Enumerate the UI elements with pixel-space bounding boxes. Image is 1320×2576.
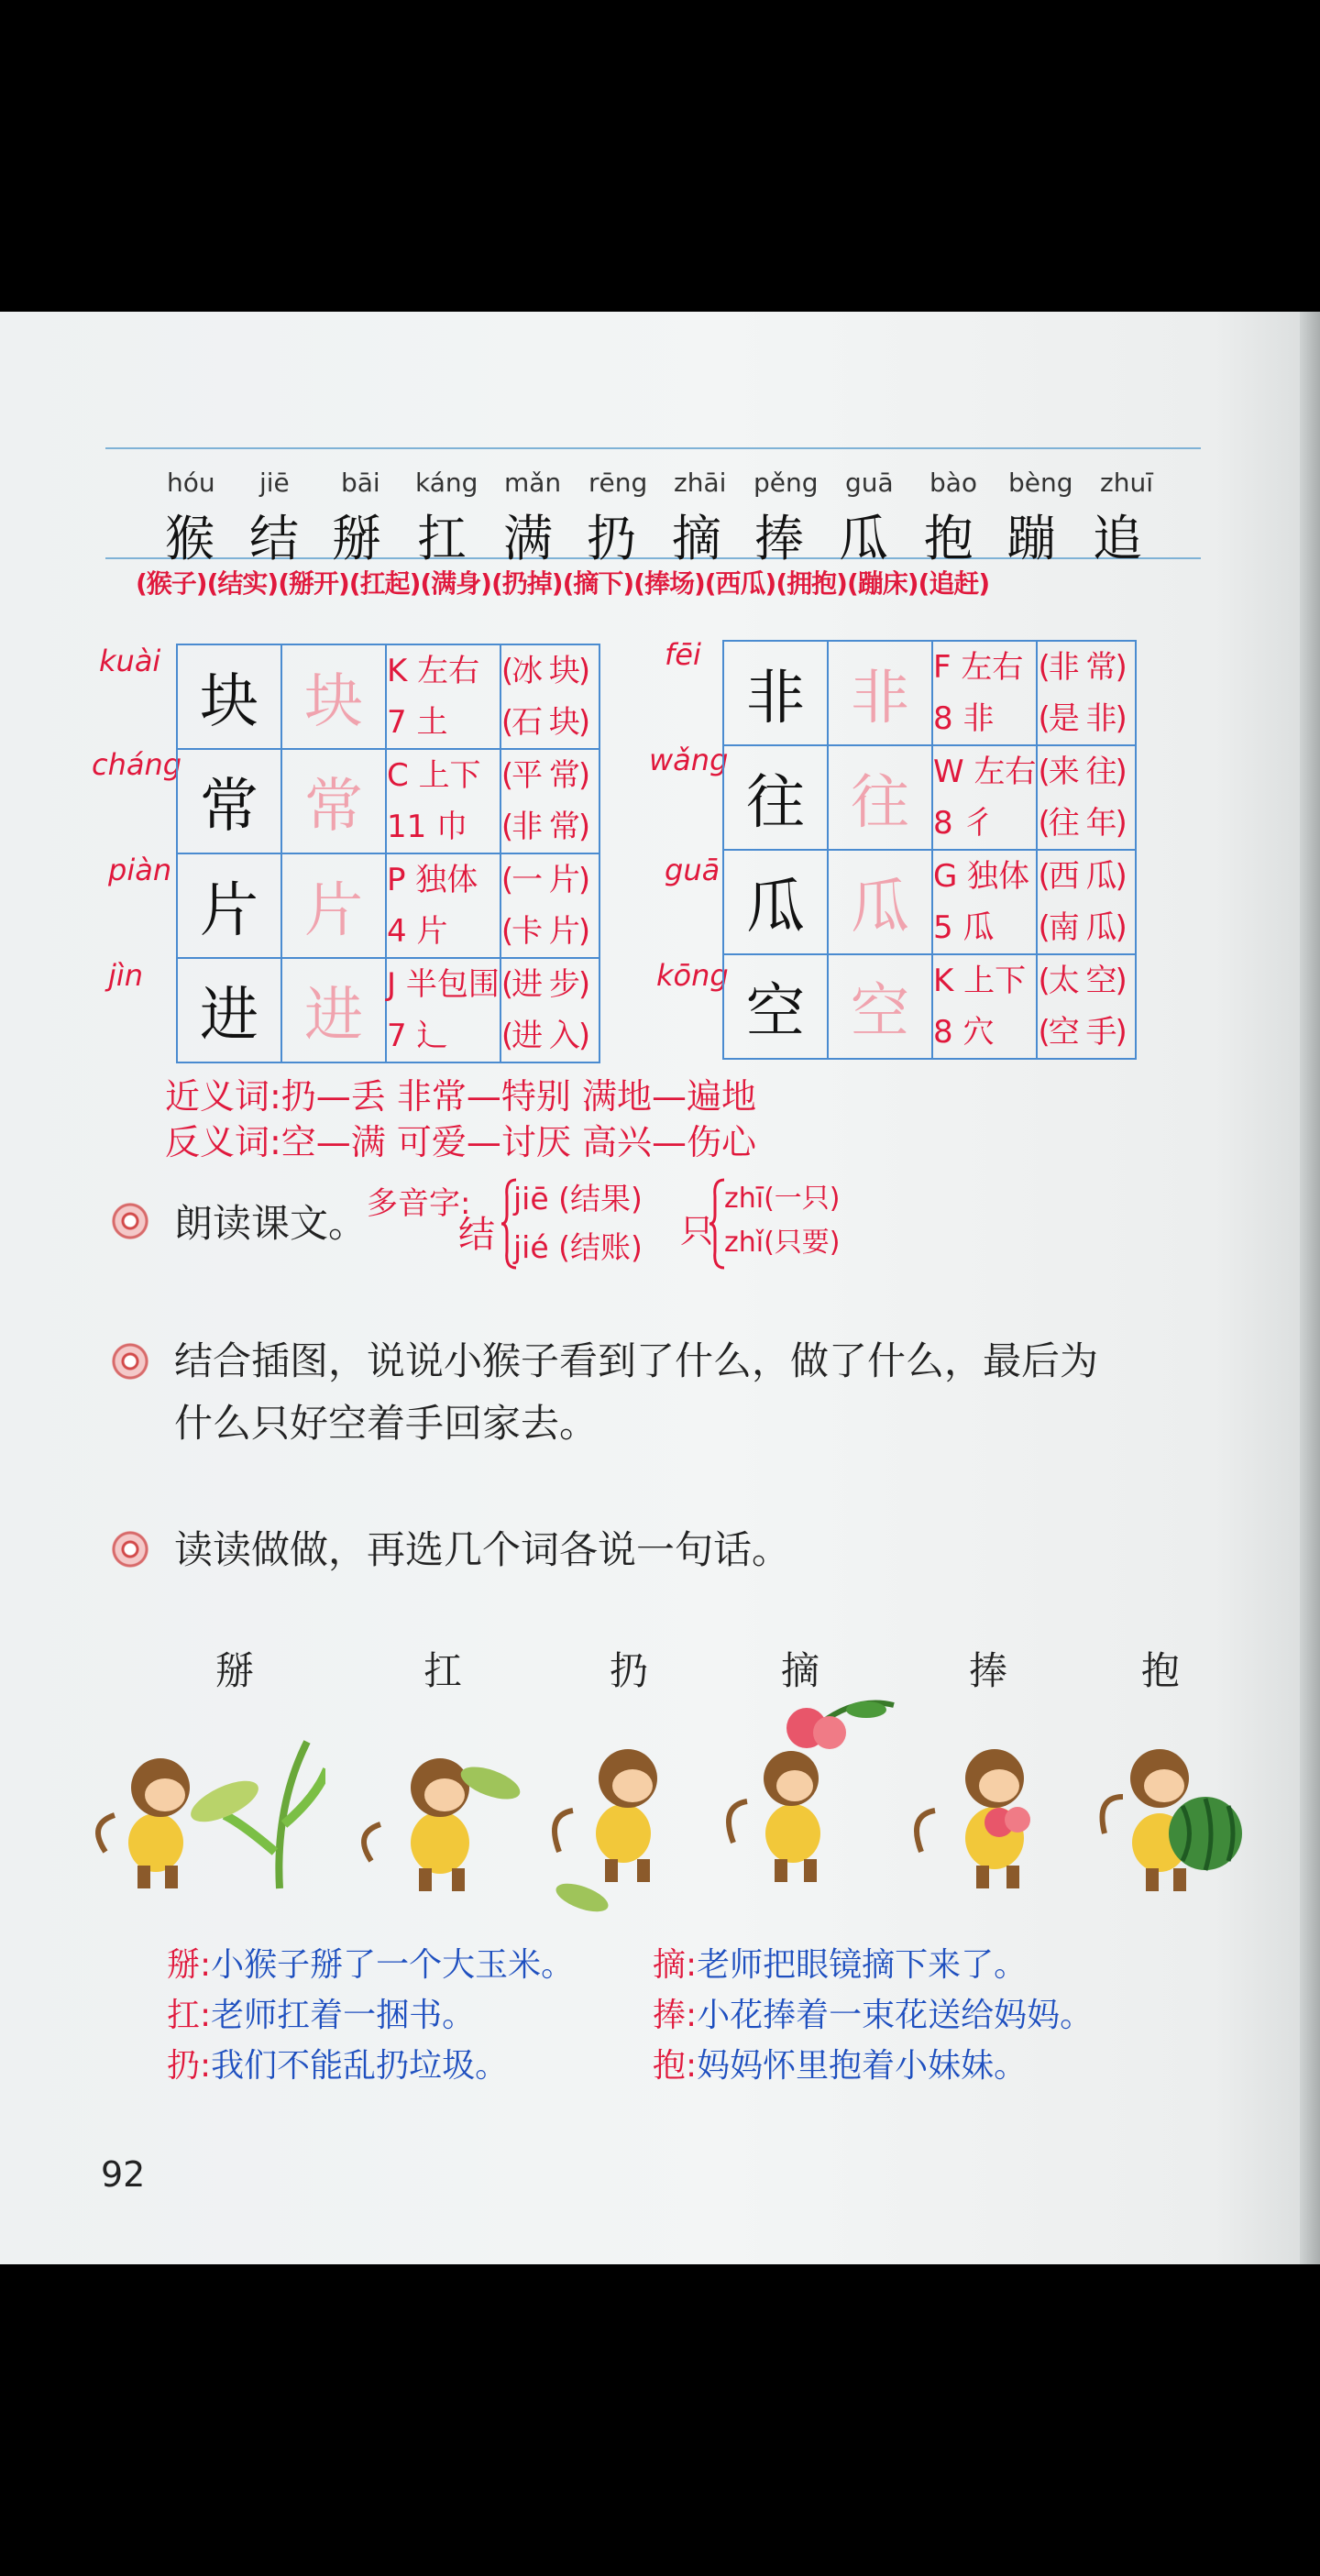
grid-char: 常 <box>177 749 281 853</box>
grid-info: W 左右 8 彳 <box>932 745 1037 850</box>
sentence-line: 掰:小猴子掰了一个大玉米。 <box>167 1946 575 1984</box>
grid-info: C 上下 11 巾 <box>386 749 500 853</box>
left-character-grid <box>176 644 600 1063</box>
grid-char: 瓜 <box>723 850 828 954</box>
antonyms-note: 反义词:空—满 可爱—讨厌 高兴—伤心 <box>165 1122 756 1162</box>
sentence-line: 扔:我们不能乱扔垃圾。 <box>167 2047 509 2085</box>
polyphone-char: 只 <box>680 1213 714 1250</box>
monkey-picking-peach-illustration <box>720 1687 903 1898</box>
grid-trace-char: 非 <box>828 641 932 745</box>
vocab-pinyin: zhāi <box>674 468 727 498</box>
grid-char: 块 <box>177 644 281 749</box>
vocab-char: 捧 <box>754 510 804 567</box>
textbook-page <box>0 312 1320 2264</box>
polyphone-reading: zhī(一只) <box>724 1183 841 1215</box>
page-number: 92 <box>101 2154 146 2195</box>
grid-words: (平 常) (非 常) <box>500 749 600 853</box>
vocab-char: 猴 <box>165 510 214 567</box>
vocab-pinyin: káng <box>415 468 478 498</box>
left-pinyin: kuài <box>99 644 161 678</box>
grid-trace-char: 常 <box>281 749 386 853</box>
vocab-char: 蹦 <box>1006 510 1056 567</box>
grid-char: 进 <box>177 958 281 1062</box>
exercise-2-line2: 什么只好空着手回家去。 <box>174 1401 599 1446</box>
exercise-3: 读读做做，再选几个词各说一句话。 <box>174 1527 791 1572</box>
vocab-char: 瓜 <box>839 510 888 567</box>
sentence-line: 捧:小花捧着一束花送给妈妈。 <box>653 1997 1094 2034</box>
grid-words: (一 片) (卡 片) <box>500 853 600 958</box>
grid-words: (进 步) (进 入) <box>500 958 600 1062</box>
verb-label: 掰 <box>215 1648 255 1693</box>
bullet-icon <box>112 1531 148 1568</box>
grid-char: 空 <box>723 954 828 1059</box>
verb-label: 扛 <box>424 1648 463 1693</box>
verb-label: 抱 <box>1141 1648 1181 1693</box>
vocab-pinyin: zhuī <box>1100 468 1153 498</box>
vocab-pinyin: hóu <box>167 468 215 498</box>
bullet-icon <box>112 1203 148 1239</box>
grid-trace-char: 片 <box>281 853 386 958</box>
monkey-carrying-corn-illustration <box>353 1714 555 1898</box>
polyphone-label: 多音字: <box>367 1185 471 1222</box>
vocab-char: 扛 <box>417 510 467 567</box>
right-pinyin: fēi <box>665 637 701 672</box>
vocab-pinyin: pěng <box>754 468 819 498</box>
grid-info: G 独体 5 瓜 <box>932 850 1037 954</box>
grid-words: (太 空) (空 手) <box>1037 954 1136 1059</box>
left-pinyin: cháng <box>92 747 182 782</box>
vocab-char: 摘 <box>672 510 721 567</box>
polyphone-reading: zhǐ(只要) <box>724 1227 841 1259</box>
monkey-breaking-corn-illustration <box>87 1714 325 1898</box>
top-rule <box>105 447 1201 449</box>
polyphone-reading: jiē (结果) <box>513 1181 643 1216</box>
grid-trace-char: 块 <box>281 644 386 749</box>
right-pinyin: wǎng <box>649 743 729 777</box>
grid-info: P 独体 4 片 <box>386 853 500 958</box>
verb-label: 摘 <box>781 1648 820 1693</box>
vocab-char: 结 <box>249 510 299 567</box>
grid-char: 非 <box>723 641 828 745</box>
grid-trace-char: 瓜 <box>828 850 932 954</box>
bullet-icon <box>112 1343 148 1380</box>
right-pinyin: guā <box>665 853 720 887</box>
grid-trace-char: 进 <box>281 958 386 1062</box>
right-character-grid <box>722 640 1137 1060</box>
monkey-holding-peaches-illustration <box>908 1714 1082 1898</box>
sentence-line: 扛:老师扛着一捆书。 <box>167 1997 476 2034</box>
vocab-char: 追 <box>1093 510 1142 567</box>
monkey-throwing-corn-illustration <box>545 1714 710 1916</box>
grid-info: J 半包围 7 辶 <box>386 958 500 1062</box>
vocab-pinyin: bèng <box>1008 468 1073 498</box>
polyphone-char: 结 <box>458 1214 495 1256</box>
grid-char: 片 <box>177 853 281 958</box>
synonyms-note: 近义词:扔—丢 非常—特别 满地—遍地 <box>165 1076 756 1117</box>
grid-char: 往 <box>723 745 828 850</box>
right-pinyin: kōng <box>656 958 729 993</box>
verb-label: 捧 <box>969 1648 1008 1693</box>
exercise-1: 朗读课文。 <box>174 1201 368 1246</box>
vocab-pinyin: guā <box>845 468 894 498</box>
exercise-2-line1: 结合插图，说说小猴子看到了什么，做了什么，最后为 <box>174 1338 1099 1383</box>
grid-trace-char: 空 <box>828 954 932 1059</box>
sentence-line: 摘:老师把眼镜摘下来了。 <box>653 1946 1028 1984</box>
vocab-pinyin: rēng <box>588 468 648 498</box>
vocab-char: 扔 <box>587 510 636 567</box>
vocab-pinyin: mǎn <box>504 468 562 498</box>
left-pinyin: jìn <box>108 958 144 993</box>
sentence-line: 抱:妈妈怀里抱着小妹妹。 <box>653 2047 1028 2085</box>
vocab-char: 满 <box>503 510 553 567</box>
vocab-pinyin: jiē <box>259 468 290 498</box>
verb-label: 扔 <box>610 1648 649 1693</box>
monkey-hugging-watermelon-illustration <box>1095 1714 1260 1898</box>
grid-info: K 上下 8 穴 <box>932 954 1037 1059</box>
vocab-pinyin: bào <box>930 468 978 498</box>
grid-info: K 左右 7 土 <box>386 644 500 749</box>
left-pinyin: piàn <box>108 853 172 887</box>
grid-words: (冰 块) (石 块) <box>500 644 600 749</box>
grid-words: (来 往) (往 年) <box>1037 745 1136 850</box>
brace-icon <box>708 1178 726 1270</box>
book-spine <box>1300 312 1320 2264</box>
grid-info: F 左右 8 非 <box>932 641 1037 745</box>
grid-words: (非 常) (是 非) <box>1037 641 1136 745</box>
grid-trace-char: 往 <box>828 745 932 850</box>
grid-words: (西 瓜) (南 瓜) <box>1037 850 1136 954</box>
vocab-char: 掰 <box>332 510 381 567</box>
vocab-words: (猴子)(结实)(掰开)(扛起)(满身)(扔掉)(摘下)(捧场)(西瓜)(拥抱)(蹦床)(追赶) <box>136 568 990 599</box>
vocab-char: 抱 <box>924 510 974 567</box>
vocab-pinyin: bāi <box>341 468 380 498</box>
polyphone-reading: jié (结账) <box>513 1229 643 1265</box>
